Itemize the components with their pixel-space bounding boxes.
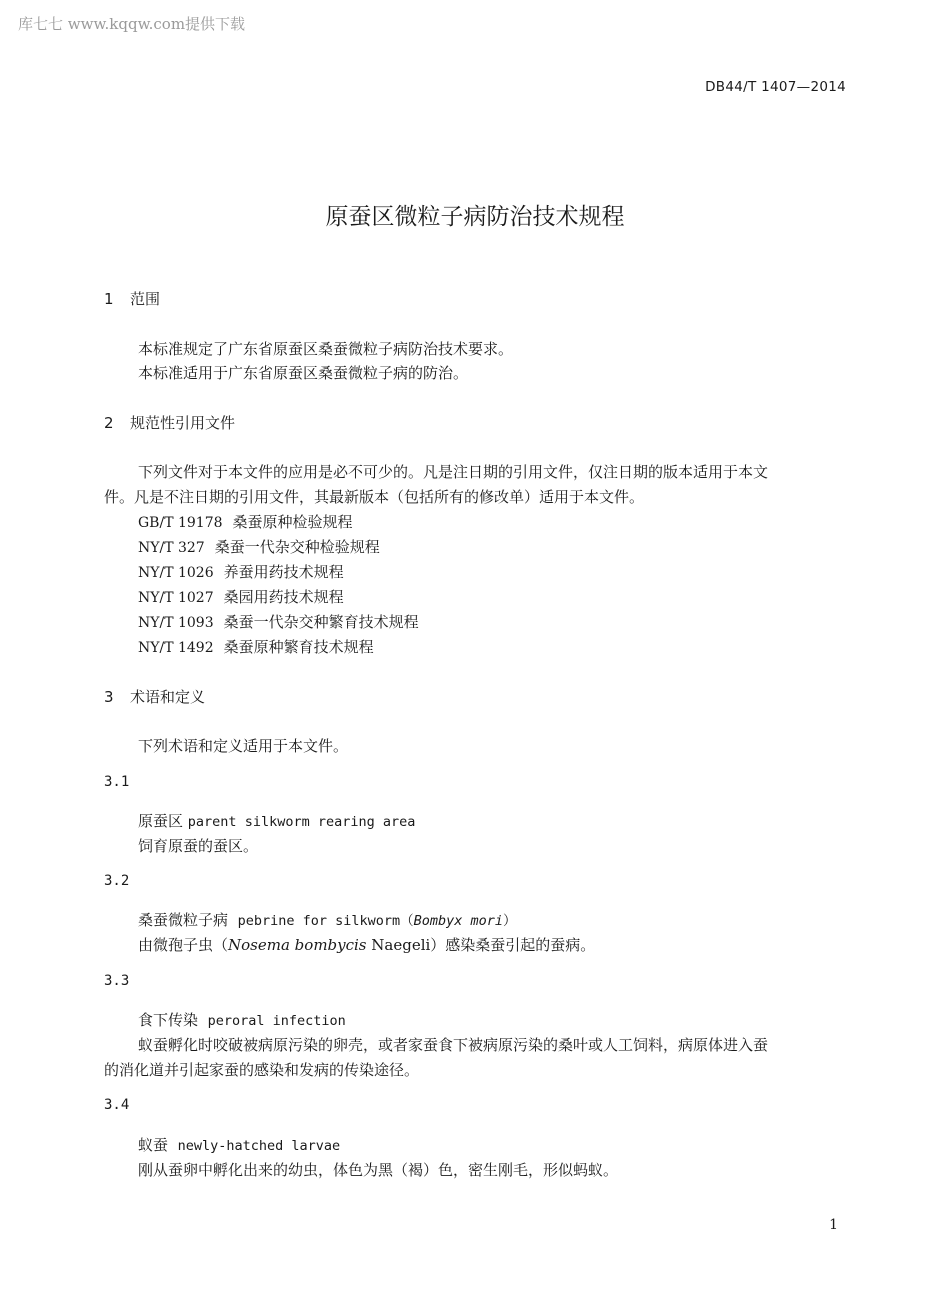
term-zh: 蚁蚕: [138, 1136, 169, 1154]
term-definition: 饲育原蚕的蚕区。: [138, 837, 259, 855]
reference-item: [138, 611, 419, 632]
reference-name: 桑园用药技术规程: [223, 588, 344, 606]
term-number: 3.4: [104, 1097, 130, 1113]
section-heading-2: [104, 412, 235, 433]
section-title: 范围: [130, 290, 161, 308]
definition-text: Naegeli）感染桑蚕引起的蚕病。: [366, 936, 596, 954]
page-title: 原蚕区微粒子病防治技术规程: [325, 204, 625, 230]
reference-name: 桑蚕原种繁育技术规程: [223, 638, 374, 656]
reference-code: NY/T 1093: [138, 615, 214, 631]
term-heading: [138, 1009, 346, 1030]
reference-code: GB/T 19178: [138, 515, 223, 531]
reference-code: NY/T 1026: [138, 565, 214, 581]
reference-code: NY/T 327: [138, 540, 205, 556]
document-number: DB44/T 1407—2014: [705, 79, 846, 95]
reference-item: [138, 536, 380, 557]
term-en: newly-hatched larvae: [177, 1138, 341, 1154]
term-heading: [138, 810, 415, 831]
reference-code: NY/T 1492: [138, 640, 214, 656]
reference-item: [138, 586, 344, 607]
definition-italic: Nosema bombycis: [228, 936, 367, 954]
paragraph: 本标准适用于广东省原蚕区桑蚕微粒子病的防治。: [138, 364, 469, 382]
term-en: parent silkworm rearing area: [187, 814, 416, 830]
reference-name: 桑蚕一代杂交种检验规程: [214, 538, 380, 556]
reference-name: 桑蚕一代杂交种繁育技术规程: [223, 613, 419, 631]
term-en: pebrine for silkworm（: [237, 913, 414, 929]
term-zh: 食下传染: [138, 1011, 199, 1029]
term-number: 3.1: [104, 774, 130, 790]
section-heading-1: [104, 288, 160, 309]
term-heading: [138, 1134, 340, 1155]
term-definition: 蚁蚕孵化时咬破被病原污染的卵壳，或者家蚕食下被病原污染的桑叶或人工饲料，病原体进入蚕: [138, 1036, 769, 1054]
term-en-italic: Bombyx mori: [413, 913, 504, 929]
reference-code: NY/T 1027: [138, 590, 214, 606]
section-heading-3: [104, 686, 205, 707]
section-number: 3: [104, 688, 114, 706]
paragraph: 件。凡是不注日期的引用文件，其最新版本（包括所有的修改单）适用于本文件。: [104, 488, 645, 506]
paragraph: 本标准规定了广东省原蚕区桑蚕微粒子病防治技术要求。: [138, 340, 514, 358]
reference-item: [138, 636, 374, 657]
page-number: 1: [829, 1217, 838, 1233]
term-number: 3.3: [104, 973, 130, 989]
paragraph: 下列文件对于本文件的应用是必不可少的。凡是注日期的引用文件，仅注日期的版本适用于本文: [138, 463, 769, 481]
term-en: peroral infection: [207, 1013, 346, 1029]
reference-name: 桑蚕原种检验规程: [232, 513, 353, 531]
term-definition: 的消化道并引起家蚕的感染和发病的传染途径。: [104, 1061, 420, 1079]
term-en-close: ）: [503, 913, 517, 929]
definition-text: 由微孢子虫（: [138, 936, 229, 954]
watermark: 库七七 www.kqqw.com提供下载: [18, 15, 246, 33]
term-heading: [138, 909, 517, 930]
term-zh: 原蚕区: [138, 812, 184, 830]
reference-item: [138, 561, 344, 582]
term-zh: 桑蚕微粒子病: [138, 911, 229, 929]
section-title: 规范性引用文件: [130, 414, 236, 432]
term-number: 3.2: [104, 873, 130, 889]
paragraph: 下列术语和定义适用于本文件。: [138, 737, 349, 755]
section-title: 术语和定义: [130, 688, 206, 706]
reference-item: [138, 511, 353, 532]
term-definition: [138, 934, 595, 955]
section-number: 1: [104, 290, 114, 308]
term-definition: 刚从蚕卵中孵化出来的幼虫，体色为黑（褐）色，密生刚毛，形似蚂蚁。: [138, 1161, 619, 1179]
section-number: 2: [104, 414, 114, 432]
reference-name: 养蚕用药技术规程: [223, 563, 344, 581]
